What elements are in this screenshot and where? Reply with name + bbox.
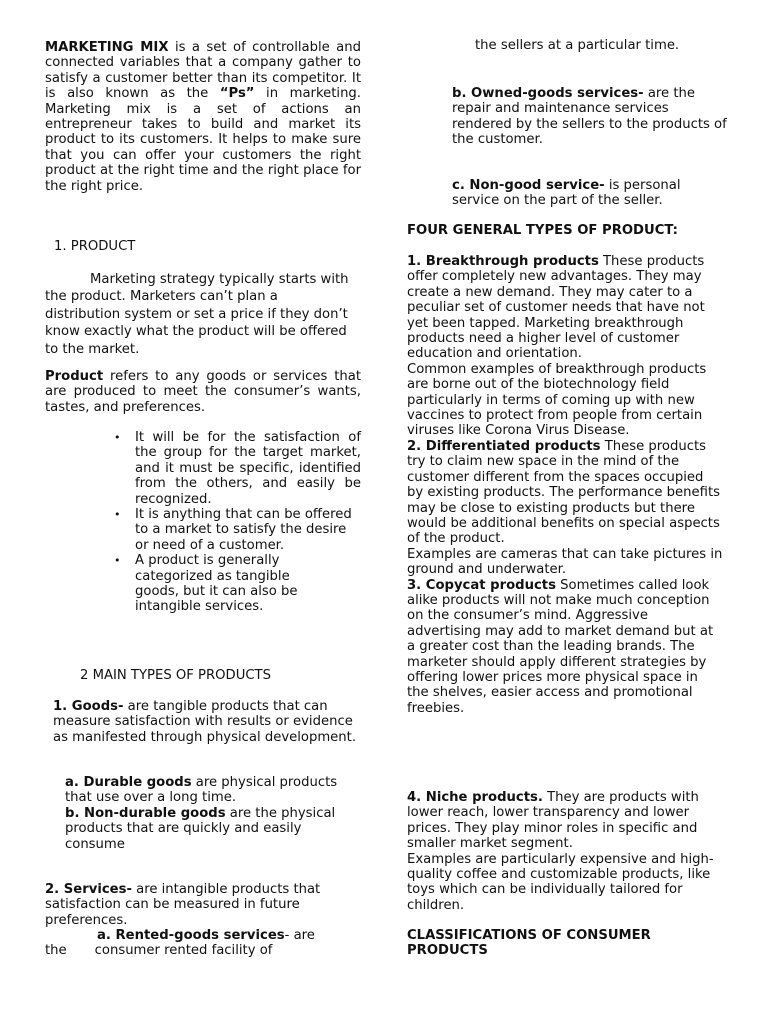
bullet-item: • It is anything that can be offered to a market to satisfy the desire or need of a customer. [135,507,361,553]
product-term: Product [45,369,104,384]
copycat-products: 3. Copycat products Sometimes called look alike products will not make much conception on the consumer’s mind. Aggressive advertising may add to market demand but at a greater cost than the leading brands. The marketer should apply different strategies by offering lower prices more physical space in the shelves, easier access and promotional freebies. [407,577,714,716]
breakthrough-examples: Common examples of breakthrough products are borne out of the biotechnology field particularly in terms of coming up with new vaccines to protect from people from certain viruses like Corona Virus Disease. [407,361,707,439]
marketing-mix-paragraph: MARKETING MIX is a set of controllable and connected variables that a company gather to satisfy a customer better than its competitor. It is also known as the “Ps” in marketing. Marketing mix is a set of actions an entrepreneur takes to build and market its product to its customers. It helps to make sure that you can offer your customers the right product at the right time and the right place for the right price. [45,40,362,194]
product-definition: Product refers to any goods or services that are produced to meet the consumer’s wants, tastes, and preferences. [45,369,361,415]
differentiated-products: 2. Differentiated products These products try to claim new space in the mind of the customer different from the spaces occupied by existing products. The performance benefits may be close to existing products but there would be additional benefits on special aspects of the product. [407,438,720,547]
rented-goods-line-2: the consumer rented facility of [45,943,273,958]
main-types-heading: 2 MAIN TYPES OF PRODUCTS [80,668,271,683]
niche-products: 4. Niche products. They are products with lower reach, lower transparency and lower prices. They play minor roles in specific and smaller market segment. [407,790,699,852]
rented-goods-continued: the sellers at a particular time. [475,38,680,53]
niche-examples: Examples are particularly expensive and high-quality coffee and customizable products, like toys which can be individually tailored for children. [407,851,714,913]
nondurable-goods: b. Non-durable goods are the physical products that are quickly and easily consume [65,806,336,852]
four-types-heading: FOUR GENERAL TYPES OF PRODUCT: [407,223,678,238]
strategy-paragraph: Marketing strategy typically starts with the product. Marketers can’t plan a distribution system or set a price if they don’t know exactly what the product will be offered to the market. [45,272,349,357]
bullet-item: • It will be for the satisfaction of the group for the target market, and it must be specific, identified from the others, and easily be recognized. [135,430,361,507]
non-good-service: c. Non-good service- is personal service on the part of the seller. [452,178,681,209]
breakthrough-products: 1. Breakthrough products These products offer completely new advantages. They may create a new demand. They may cater to a peculiar set of customer needs that have not yet been tapped. Marketing breakthrough products need a higher level of customer education and orientation. [407,254,705,362]
classifications-heading: CLASSIFICATIONS OF CONSUMER PRODUCTS [407,928,651,959]
bullet-item: • A product is generally categorized as tangible goods, but it can also be intangible services. [135,553,335,615]
product-bullets [135,430,361,615]
rented-goods-line: a. Rented-goods services- are [97,928,315,943]
four-types-list [407,254,723,716]
owned-goods-services: b. Owned-goods services- are the repair and maintenance services rendered by the sellers to the products of the customer. [452,86,727,148]
niche-block [407,790,723,913]
durable-goods: a. Durable goods are physical products that use over a long time. [65,775,338,806]
differentiated-examples: Examples are cameras that can take pictures in ground and underwater. [407,546,723,578]
goods-paragraph: 1. Goods- are tangible products that can measure satisfaction with results or evidence as manifested through physical development. [53,699,357,745]
services-paragraph: 2. Services- are intangible products that satisfaction can be measured in future preferences. [45,882,321,928]
marketing-mix-term: MARKETING MIX [45,40,169,55]
product-heading: 1. PRODUCT [54,239,136,254]
